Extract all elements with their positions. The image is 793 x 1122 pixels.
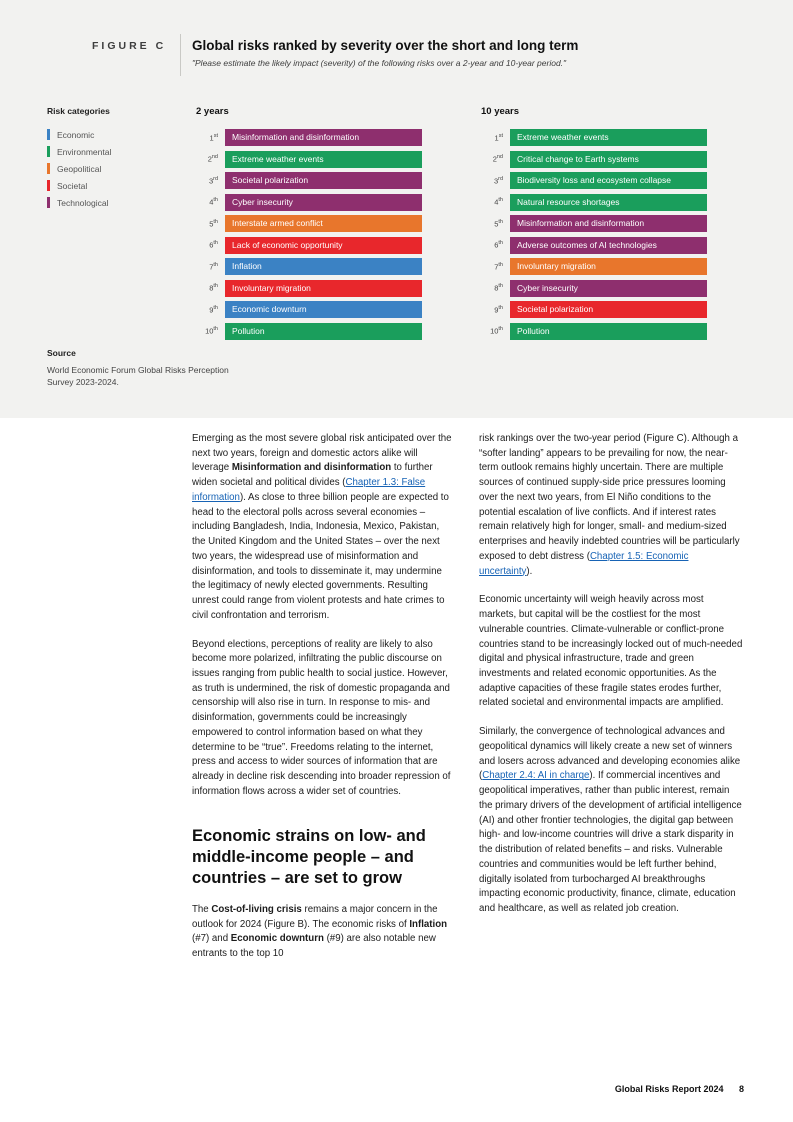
figure-panel — [0, 0, 793, 418]
legend-swatch-icon — [47, 146, 50, 157]
figure-source — [47, 348, 247, 389]
legend-swatch-icon — [47, 129, 50, 140]
rank-number: 10th — [205, 326, 218, 336]
legend-swatch-icon — [47, 197, 50, 208]
figure-subtitle: "Please estimate the likely impact (severity) of the following risks over a 2-year and 10-year period." — [192, 58, 567, 68]
ranking-row — [196, 235, 422, 256]
paragraph — [192, 432, 454, 624]
ranking-row — [481, 127, 707, 148]
rank-number: 6th — [494, 240, 503, 250]
legend-item-environmental — [47, 143, 187, 160]
rank-number: 1st — [209, 132, 218, 143]
text-run: (#9) are also notable new entrants to the top 10 — [192, 933, 436, 960]
paragraph: Economic uncertainty will weigh heavily across most markets, but capital will be the costliest for the most vulnerable countries. Climate-vulnerable or conflict-prone countries stand to be increasingly locked out of much-needed digital and physical infrastructure, trade and green investments and related economic opportunities. As the adaptive capacities of these fragile states erodes further, related societal and environmental impacts are amplified. — [479, 594, 743, 709]
legend-swatch-icon — [47, 163, 50, 174]
text-run: The — [192, 903, 212, 915]
risk-bar: Biodiversity loss and ecosystem collapse — [510, 172, 707, 189]
chapter-link-1-3[interactable]: Chapter 1.3: False information — [192, 477, 426, 503]
risk-bar: Pollution — [225, 323, 422, 340]
article-column-right — [479, 432, 743, 917]
legend-item-economic — [47, 126, 187, 143]
ranking-row — [481, 299, 707, 320]
legend-item-technological — [47, 194, 187, 211]
risk-bar: Societal polarization — [225, 172, 422, 189]
ranking-row — [481, 256, 707, 277]
ranking-row — [481, 235, 707, 256]
risk-bar: Pollution — [510, 323, 707, 340]
rank-number: 5th — [494, 218, 503, 229]
ranking-row — [196, 321, 422, 342]
risk-bar: Adverse outcomes of AI technologies — [510, 237, 707, 254]
rank-number: 6th — [209, 240, 218, 250]
text-run: ). If commercial incentives and geopolitical imperatives, rather than public interest, remain the primary drivers of the development of artificial intelligence (AI) and other frontier technologies, the digital gap between high- and low-income countries will drive a stark disparity in the distribution of related benefits – and risks. Vulnerable countries and communities would be left further behind, digitally isolated from turbocharged AI breakthroughs impacting economic productivity, finance, climate, education and healthcare, as well as related job creation. — [479, 770, 742, 915]
ranking-row — [196, 170, 422, 191]
source-heading: Source — [47, 348, 76, 358]
text-run: ). As close to three billion people are expected to head to the electoral polls across several economies – including Bangladesh, India, Indonesia, Mexico, Pakistan, the United Kingdom and the United States – over the next two years, the widespread use of misinformation and disinformation, and tools to disseminate it, may undermine the legitimacy of newly elected governments. Resulting unrest could range from violent protests and hate crimes to civil confrontation and terrorism. — [192, 491, 449, 621]
figure-divider — [180, 34, 181, 76]
risk-bar: Inflation — [225, 258, 422, 275]
rank-number: 10th — [490, 326, 503, 336]
legend-item-label: Geopolitical — [57, 163, 102, 174]
risk-bar: Interstate armed conflict — [225, 215, 422, 232]
rank-number: 7th — [209, 261, 218, 272]
ranking-column-10-years — [481, 106, 707, 342]
risk-category-legend — [47, 106, 187, 211]
paragraph — [479, 432, 743, 579]
page-number: 8 — [738, 1084, 744, 1094]
text-run: Emerging as the most severe global risk anticipated over the next two years, foreign and domestic actors alike will leverage — [192, 433, 452, 474]
ranking-row — [196, 278, 422, 299]
text-run: (#7) and — [192, 933, 231, 945]
legend-item-geopolitical — [47, 160, 187, 177]
rank-number: 7th — [494, 261, 503, 272]
rank-number: 2nd — [492, 154, 503, 164]
rank-number: 4th — [494, 197, 503, 207]
column-header: 10 years — [481, 106, 520, 117]
paragraph — [479, 725, 743, 917]
text-run-bold: Inflation — [409, 918, 448, 930]
section-heading: Economic strains on low- and middle-income people – and countries – are set to grow — [192, 826, 426, 887]
rank-number: 3rd — [208, 175, 218, 186]
legend-item-label: Technological — [57, 197, 109, 208]
paragraph — [192, 903, 454, 962]
risk-bar: Lack of economic opportunity — [225, 237, 422, 254]
ranking-row — [481, 170, 707, 191]
ranking-row — [196, 299, 422, 320]
rank-number: 2nd — [207, 154, 218, 164]
legend-item-label: Economic — [57, 129, 95, 140]
risk-bar: Critical change to Earth systems — [510, 151, 707, 168]
ranking-row — [196, 213, 422, 234]
rank-number: 8th — [209, 283, 218, 293]
text-run: Similarly, the convergence of technological advances and geopolitical dynamics will likely create a new set of winners and losers across advanced and developing economies alike ( — [479, 726, 741, 782]
figure-title: Global risks ranked by severity over the short and long term — [192, 38, 579, 53]
chapter-link-1-5[interactable]: Chapter 1.5: Economic uncertainty — [479, 550, 689, 577]
legend-item-label: Environmental — [57, 146, 112, 157]
text-run: risk rankings over the two-year period (Figure C). Although a “softer landing” appears to be prevailing for now, the near-term outlook remains highly uncertain. There are multiple sources of continued supply-side price pressures looming over the next two years, from El Niño conditions to the potential escalation of live conflicts. And if interest rates remain relatively high for longer, small- and medium-sized enterprises and heavily indebted countries will be particularly exposed to debt distress ( — [479, 433, 740, 562]
risk-bar: Cyber insecurity — [510, 280, 707, 297]
ranking-row — [196, 149, 422, 170]
legend-item-societal — [47, 177, 187, 194]
risk-bar: Extreme weather events — [225, 151, 422, 168]
text-run: ). — [526, 565, 533, 577]
ranking-column-2-years — [196, 106, 422, 342]
risk-bar: Cyber insecurity — [225, 194, 422, 211]
ranking-row — [481, 278, 707, 299]
column-header: 2 years — [196, 106, 229, 117]
rank-number: 3rd — [493, 175, 503, 186]
paragraph: Beyond elections, perceptions of reality are likely to also become more polarized, infiltrating the public discourse on issues ranging from public health to social justice. However, as truth is undermined, the risk of domestic propaganda and censorship will also rise in turn. In response to mis- and disinformation, governments could be increasingly empowered to control information based on what they determine to be “true”. Freedoms relating to the internet, press and access to wider sources of information that are already in decline risk descending into broader repression of information flows across a wider set of countries. — [192, 638, 451, 797]
ranking-row — [196, 256, 422, 277]
risk-bar: Misinformation and disinformation — [225, 129, 422, 146]
ranking-row — [481, 149, 707, 170]
text-run: to further widen societal and political divides ( — [192, 462, 433, 489]
source-text: World Economic Forum Global Risks Perception Survey 2023-2024. — [47, 365, 229, 388]
rank-number: 9th — [494, 304, 503, 315]
risk-bar: Extreme weather events — [510, 129, 707, 146]
risk-bar: Misinformation and disinformation — [510, 215, 707, 232]
rank-number: 5th — [209, 218, 218, 229]
ranking-row — [481, 321, 707, 342]
legend-swatch-icon — [47, 180, 50, 191]
legend-item-label: Societal — [57, 180, 88, 191]
risk-bar: Economic downturn — [225, 301, 422, 318]
text-run-bold: Economic downturn — [230, 933, 324, 945]
chapter-link-2-4[interactable]: Chapter 2.4: AI in charge — [482, 770, 590, 782]
rank-number: 4th — [209, 197, 218, 207]
page-footer — [615, 1084, 744, 1094]
risk-bar: Involuntary migration — [510, 258, 707, 275]
risk-bar: Societal polarization — [510, 301, 707, 318]
article-column-left — [192, 432, 454, 962]
rank-number: 9th — [209, 304, 218, 315]
risk-bar: Natural resource shortages — [510, 194, 707, 211]
ranking-row — [196, 192, 422, 213]
text-run-bold: Misinformation and disinformation — [231, 462, 392, 474]
text-run: remains a major concern in the outlook for 2024 (Figure B). The economic risks of — [192, 903, 438, 930]
ranking-row — [196, 127, 422, 148]
rank-number: 8th — [494, 283, 503, 293]
text-run-bold: Cost-of-living crisis — [211, 903, 302, 915]
ranking-row — [481, 192, 707, 213]
risk-bar: Involuntary migration — [225, 280, 422, 297]
rank-number: 1st — [494, 132, 503, 143]
legend-title: Risk categories — [47, 106, 110, 116]
figure-label: FIGURE C — [92, 40, 167, 52]
ranking-row — [481, 213, 707, 234]
footer-title: Global Risks Report 2024 — [614, 1084, 724, 1094]
